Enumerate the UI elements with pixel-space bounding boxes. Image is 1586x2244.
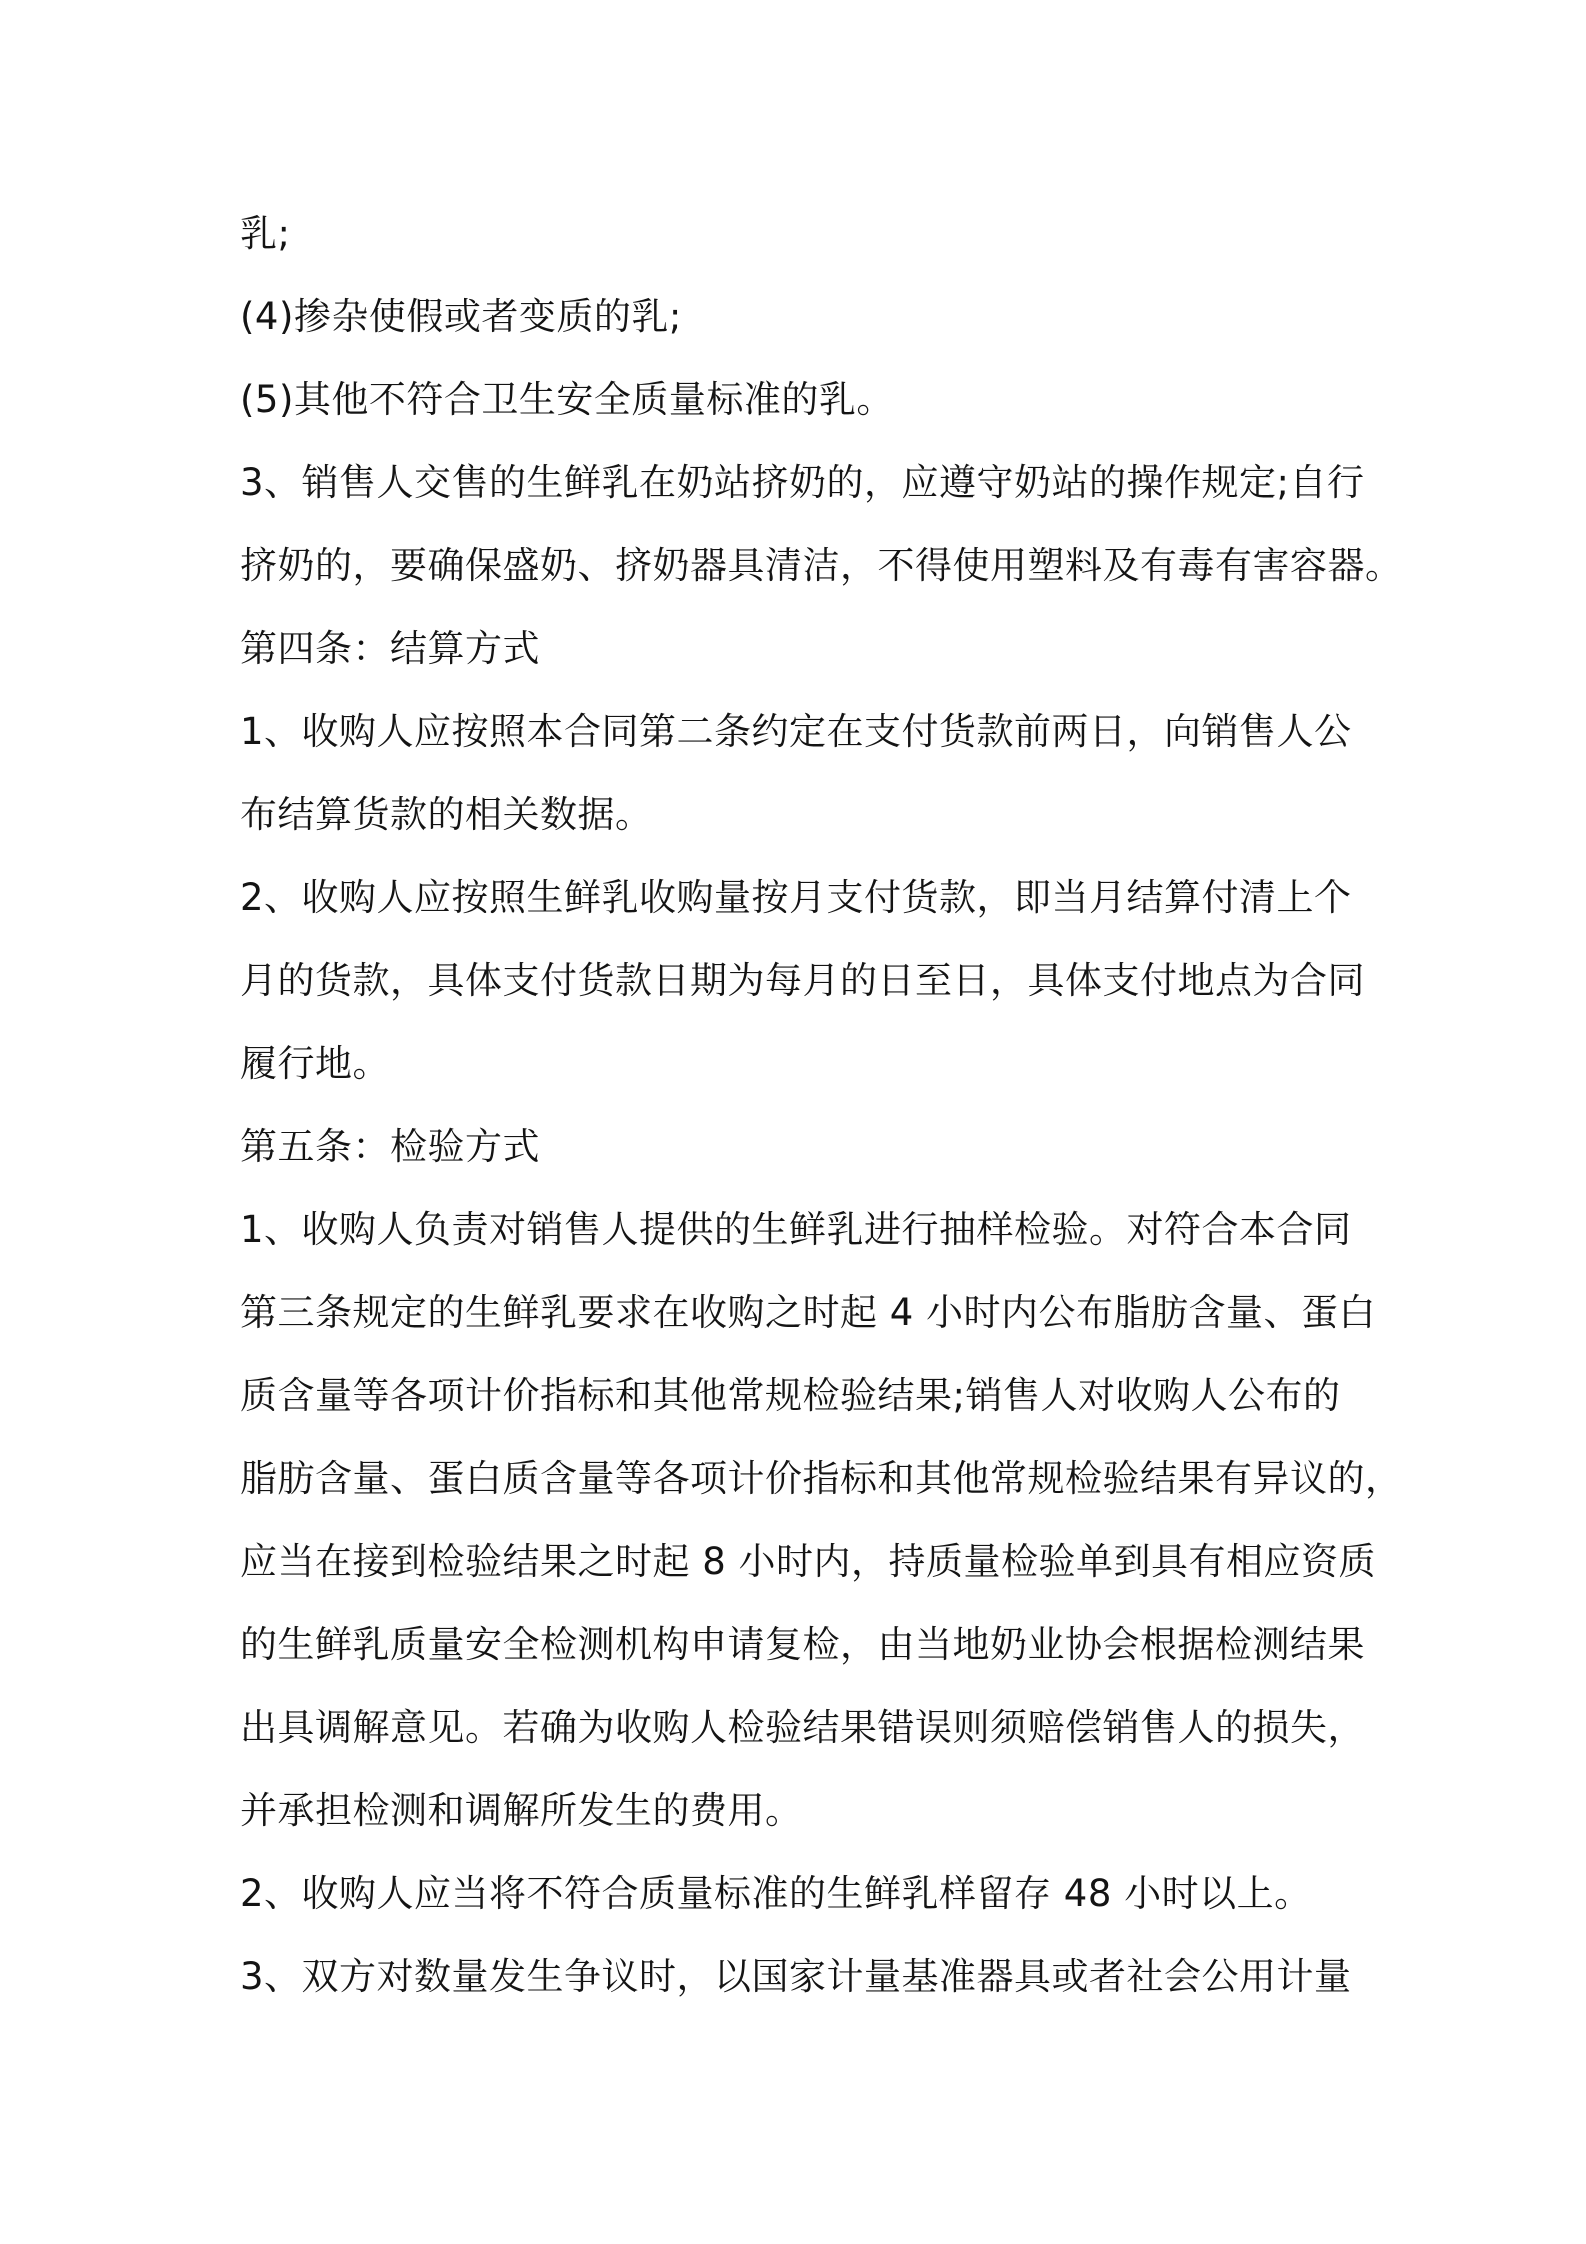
paragraph-line: 2、收购人应按照生鲜乳收购量按月支付货款，即当月结算付清上个 (240, 876, 1352, 919)
text-line: 乳; (240, 212, 291, 255)
paragraph-line: 3、销售人交售的生鲜乳在奶站挤奶的，应遵守奶站的操作规定;自行 (240, 461, 1365, 504)
paragraph-line: 应当在接到检验结果之时起 8 小时内，持质量检验单到具有相应资质 (240, 1540, 1377, 1583)
paragraph-line: 第三条规定的生鲜乳要求在收购之时起 4 小时内公布脂肪含量、蛋白 (240, 1291, 1377, 1334)
paragraph-line: 脂肪含量、蛋白质含量等各项计价指标和其他常规检验结果有异议的， (240, 1457, 1403, 1500)
paragraph-line: 1、收购人负责对销售人提供的生鲜乳进行抽样检验。对符合本合同 (240, 1208, 1352, 1251)
paragraph-line: 2、收购人应当将不符合质量标准的生鲜乳样留存 48 小时以上。 (240, 1872, 1312, 1915)
paragraph-line: 月的货款，具体支付货款日期为每月的日至日，具体支付地点为合同 (240, 959, 1365, 1002)
section-heading-article-5: 第五条：检验方式 (240, 1125, 540, 1168)
section-heading-article-4: 第四条：结算方式 (240, 627, 540, 670)
paragraph-line: 质含量等各项计价指标和其他常规检验结果;销售人对收购人公布的 (240, 1374, 1341, 1417)
paragraph-line: 并承担检测和调解所发生的费用。 (240, 1789, 803, 1832)
paragraph-line: 1、收购人应按照本合同第二条约定在支付货款前两日，向销售人公 (240, 710, 1352, 753)
paragraph-line: 挤奶的，要确保盛奶、挤奶器具清洁，不得使用塑料及有毒有害容器。 (240, 544, 1403, 587)
paragraph-line: 履行地。 (240, 1042, 390, 1085)
paragraph-line: 3、双方对数量发生争议时，以国家计量基准器具或者社会公用计量 (240, 1955, 1352, 1998)
paragraph-line: 出具调解意见。若确为收购人检验结果错误则须赔偿销售人的损失， (240, 1706, 1365, 1749)
paragraph-line: 布结算货款的相关数据。 (240, 793, 653, 836)
list-item-5: (5)其他不符合卫生安全质量标准的乳。 (240, 378, 894, 421)
paragraph-line: 的生鲜乳质量安全检测机构申请复检，由当地奶业协会根据检测结果 (240, 1623, 1365, 1666)
list-item-4: (4)掺杂使假或者变质的乳; (240, 295, 682, 338)
document-body (240, 192, 1403, 2018)
